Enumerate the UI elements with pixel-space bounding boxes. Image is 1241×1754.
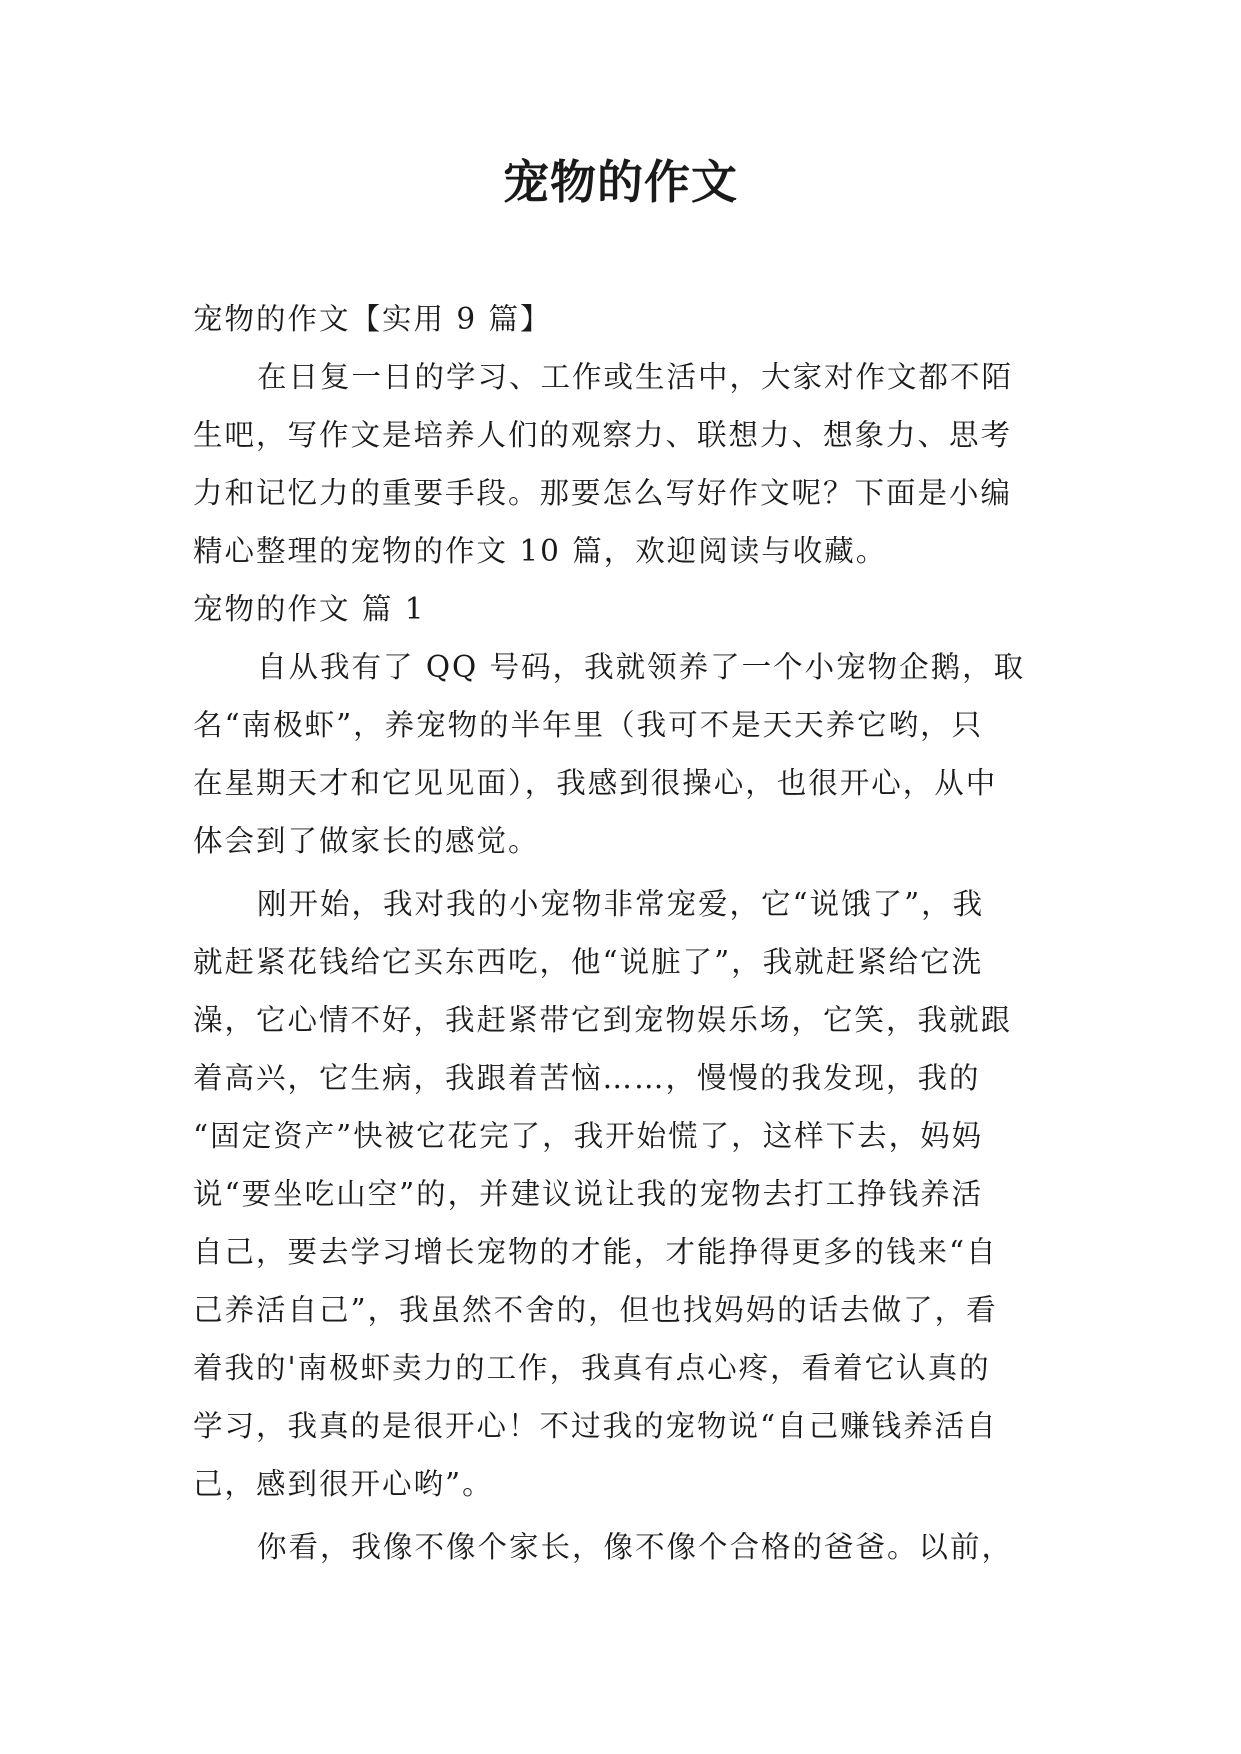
text-line: 刚开始，我对我的小宠物非常宠爱，它“说饿了”，我 xyxy=(257,887,985,921)
text-line: 自己，要去学习增长宠物的才能，才能挣得更多的钱来“自 xyxy=(193,1235,998,1269)
text-line: 精心整理的宠物的作文 10 篇，欢迎阅读与收藏。 xyxy=(193,534,888,568)
text-line: 你看，我像不像个家长，像不像个合格的爸爸。以前， xyxy=(257,1530,1014,1564)
text-line: 宠物的作文【实用 9 篇】 xyxy=(193,302,552,336)
page-title: 宠物的作文 xyxy=(503,155,738,209)
text-line: 学习，我真的是很开心！不过我的宠物说“自己赚钱养活自 xyxy=(193,1409,998,1443)
text-line: 在星期天才和它见见面），我感到很操心，也很开心，从中 xyxy=(193,766,998,800)
text-line: 说“要坐吃山空”的，并建议说让我的宠物去打工挣钱养活 xyxy=(193,1177,984,1211)
text-line: 自从我有了 QQ 号码，我就领养了一个小宠物企鹅，取 xyxy=(257,650,1026,684)
text-line: 着高兴，它生病，我跟着苦恼……，慢慢的我发现，我的 xyxy=(193,1061,981,1095)
text-line: 澡，它心情不好，我赶紧带它到宠物娱乐场，它笑，我就跟 xyxy=(193,1003,1013,1037)
document-body xyxy=(193,290,1053,1576)
text-line: 着我的'南极虾卖力的工作，我真有点心疼，看着它认真的 xyxy=(193,1351,991,1385)
text-line: 宠物的作文 篇 1 xyxy=(193,592,426,626)
text-line: 己，感到很开心哟”。 xyxy=(193,1467,494,1501)
text-line: 名“南极虾”，养宠物的半年里（我可不是天天养它哟，只 xyxy=(193,708,984,742)
text-line: “固定资产”快被它花完了，我开始慌了，这样下去，妈妈 xyxy=(193,1119,984,1153)
text-line: 体会到了做家长的感觉。 xyxy=(193,824,540,858)
text-line: 在日复一日的学习、工作或生活中，大家对作文都不陌 xyxy=(257,360,1014,394)
text-line: 就赶紧花钱给它买东西吃，他“说脏了”，我就赶紧给它洗 xyxy=(193,945,984,979)
text-line: 己养活自己”，我虽然不舍的，但也找妈妈的话去做了，看 xyxy=(193,1293,998,1327)
text-line: 力和记忆力的重要手段。那要怎么写好作文呢？下面是小编 xyxy=(193,476,1013,510)
text-line: 生吧，写作文是培养人们的观察力、联想力、想象力、思考 xyxy=(193,418,1013,452)
